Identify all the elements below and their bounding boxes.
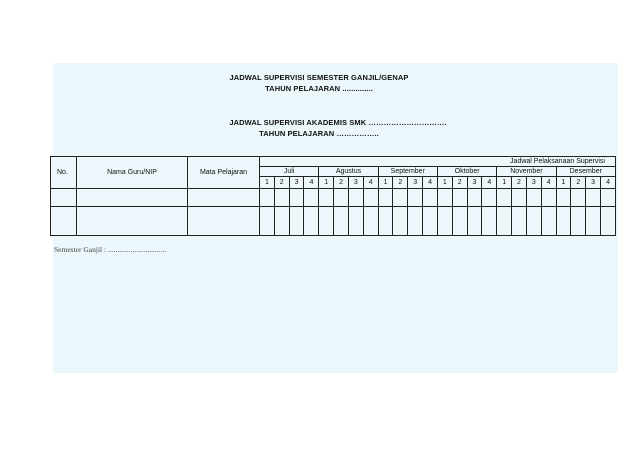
spacer-cell [363, 189, 378, 207]
spacer-cell [378, 189, 393, 207]
schedule-cell[interactable] [319, 207, 334, 236]
semester-note: Semester Ganjil : ............................... [54, 245, 167, 254]
spacer-cell [571, 189, 586, 207]
schedule-cell[interactable] [586, 207, 601, 236]
spacer-cell [482, 189, 497, 207]
week-number: 1 [437, 177, 452, 189]
week-number: 1 [378, 177, 393, 189]
week-number: 1 [556, 177, 571, 189]
week-number: 3 [289, 177, 304, 189]
month-header: Desember [556, 167, 615, 177]
spacer-cell [408, 189, 423, 207]
schedule-cell[interactable] [274, 207, 289, 236]
schedule-cell[interactable] [393, 207, 408, 236]
month-header: Agustus [319, 167, 378, 177]
week-number: 4 [541, 177, 556, 189]
week-number: 1 [319, 177, 334, 189]
spacer-cell [334, 189, 349, 207]
schedule-cell[interactable] [378, 207, 393, 236]
document-title: JADWAL SUPERVISI SEMESTER GANJIL/GENAP [229, 73, 409, 82]
spacer-cell [452, 189, 467, 207]
entry-mapel-cell[interactable] [188, 207, 260, 236]
spacer-cell [541, 189, 556, 207]
spacer-cell [304, 189, 319, 207]
schedule-cell[interactable] [408, 207, 423, 236]
week-number: 3 [408, 177, 423, 189]
spacer-cell [51, 189, 77, 207]
week-number: 2 [334, 177, 349, 189]
schedule-cell[interactable] [467, 207, 482, 236]
spacer-cell [512, 189, 527, 207]
supervision-schedule-table [50, 156, 616, 236]
spacer-cell [497, 189, 512, 207]
schedule-cell[interactable] [452, 207, 467, 236]
week-number: 1 [260, 177, 275, 189]
spacer-cell [601, 189, 616, 207]
spacer-cell [188, 189, 260, 207]
week-number: 4 [363, 177, 378, 189]
spacer-cell [393, 189, 408, 207]
week-number: 2 [452, 177, 467, 189]
spacer-cell [556, 189, 571, 207]
subtitle-school: JADWAL SUPERVISI AKADEMIS SMK …………………………. [229, 118, 447, 127]
academic-year-line: TAHUN PELAJARAN .............. [265, 84, 373, 93]
week-number: 3 [526, 177, 541, 189]
schedule-cell[interactable] [363, 207, 378, 236]
month-header: November [497, 167, 556, 177]
subtitle-academic-year: TAHUN PELAJARAN …………….. [259, 129, 379, 138]
spacer-cell [423, 189, 438, 207]
week-number: 2 [274, 177, 289, 189]
week-number: 2 [512, 177, 527, 189]
spacer-cell [348, 189, 363, 207]
month-header: September [378, 167, 437, 177]
month-header: Juli [260, 167, 319, 177]
schedule-cell[interactable] [482, 207, 497, 236]
spacer-cell [586, 189, 601, 207]
week-number: 2 [571, 177, 586, 189]
spacer-cell [260, 189, 275, 207]
spacer-cell [437, 189, 452, 207]
week-number: 2 [393, 177, 408, 189]
schedule-cell[interactable] [556, 207, 571, 236]
header-no: No. [51, 157, 77, 189]
schedule-cell[interactable] [260, 207, 275, 236]
header-mata-pelajaran: Mata Pelajaran [188, 157, 260, 189]
header-jadwal: Jadwal Pelaksanaan Supervisi [260, 157, 616, 167]
entry-nama-cell[interactable] [77, 207, 188, 236]
schedule-cell[interactable] [497, 207, 512, 236]
week-number: 4 [601, 177, 616, 189]
schedule-cell[interactable] [348, 207, 363, 236]
schedule-cell[interactable] [526, 207, 541, 236]
week-number: 4 [482, 177, 497, 189]
week-number: 4 [423, 177, 438, 189]
schedule-cell[interactable] [512, 207, 527, 236]
week-number: 1 [497, 177, 512, 189]
schedule-cell[interactable] [304, 207, 319, 236]
spacer-cell [274, 189, 289, 207]
schedule-cell[interactable] [541, 207, 556, 236]
week-number: 4 [304, 177, 319, 189]
month-header: Oktober [437, 167, 496, 177]
spacer-cell [77, 189, 188, 207]
spacer-cell [467, 189, 482, 207]
schedule-cell[interactable] [601, 207, 616, 236]
week-number: 3 [467, 177, 482, 189]
header-nama-guru: Nama Guru/NIP [77, 157, 188, 189]
schedule-cell[interactable] [571, 207, 586, 236]
schedule-cell[interactable] [437, 207, 452, 236]
spacer-cell [319, 189, 334, 207]
schedule-cell[interactable] [423, 207, 438, 236]
entry-no-cell[interactable] [51, 207, 77, 236]
schedule-cell[interactable] [289, 207, 304, 236]
spacer-cell [289, 189, 304, 207]
spacer-cell [526, 189, 541, 207]
week-number: 3 [348, 177, 363, 189]
week-number: 3 [586, 177, 601, 189]
schedule-cell[interactable] [334, 207, 349, 236]
